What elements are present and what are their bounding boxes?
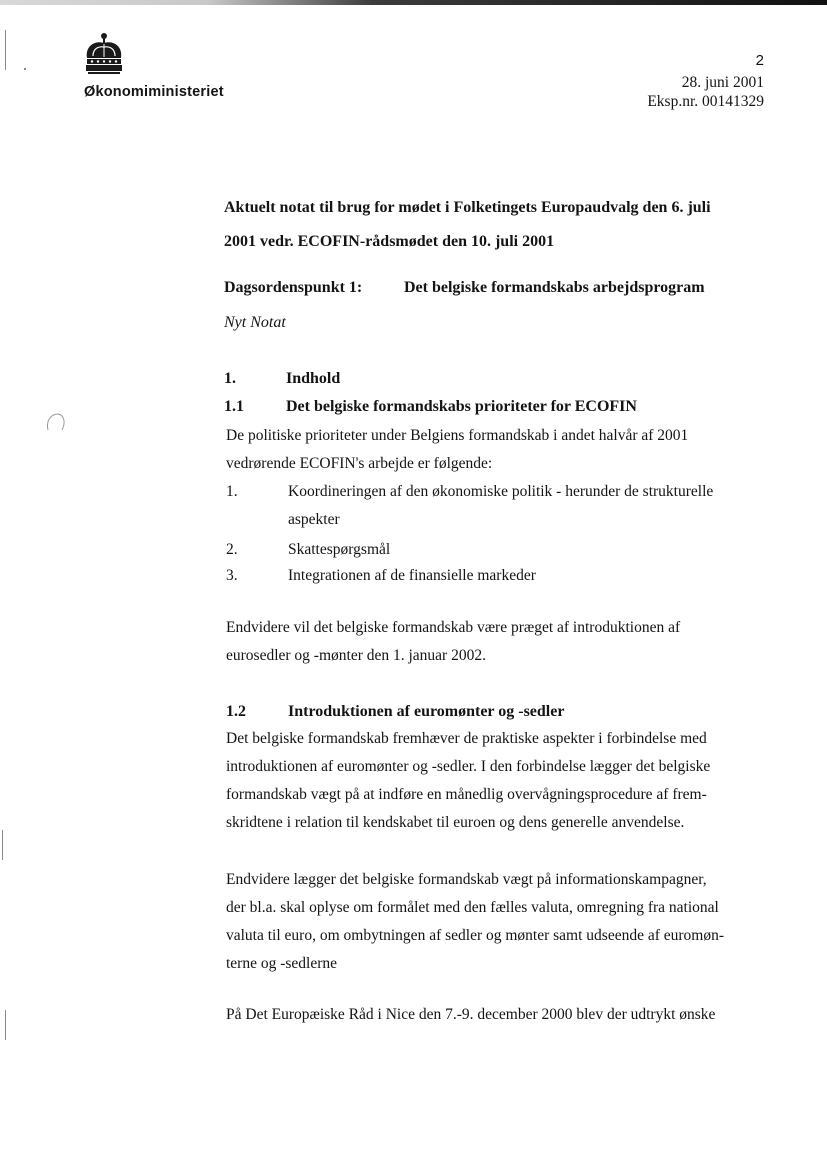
- title-line: 2001 vedr. ECOFIN-rådsmødet den 10. juli 2001: [224, 233, 555, 250]
- list-number: 3.: [226, 567, 238, 584]
- text-line: introduktionen af euromønter og -sedler. I den forbindelse lægger det belgiske: [226, 758, 711, 775]
- list-text: aspekter: [288, 511, 340, 528]
- subsection-heading: [224, 398, 637, 416]
- ministry-name: Økonomiministeriet: [84, 84, 224, 100]
- text-line: Det belgiske formandskab fremhæver de praktiske aspekter i forbindelse med: [226, 730, 707, 747]
- closing-paragraph: [226, 614, 781, 670]
- punch-hole-mark: [40, 410, 70, 434]
- text-line: Endvidere vil det belgiske formandskab være præget af introduktionen af: [226, 619, 681, 636]
- scan-artifact: [2, 830, 3, 860]
- list-text: Koordineringen af den økonomiske politik - herunder de strukturelle: [288, 483, 714, 500]
- text-line: De politiske prioriteter under Belgiens formandskab i andet halvår af 2001: [226, 427, 689, 444]
- section-number: 1.2: [226, 703, 246, 720]
- document-title: [224, 191, 780, 259]
- list-number: 2.: [226, 541, 238, 558]
- section-heading: [224, 370, 340, 388]
- text-line: vedrørende ECOFIN's arbejde er følgende:: [226, 455, 493, 472]
- text-line: formandskab vægt på at indføre en månedlig overvågningsprocedure af frem-: [226, 786, 707, 803]
- page-number: 2: [755, 52, 764, 69]
- list-number: 1.: [226, 483, 238, 500]
- text-line: På Det Europæiske Råd i Nice den 7.-9. december 2000 blev der udtrykt ønske: [226, 1006, 716, 1023]
- title-line: Aktuelt notat til brug for mødet i Folketingets Europaudvalg den 6. juli: [224, 199, 711, 216]
- text-line: Endvidere lægger det belgiske formandskab vægt på informationskampagner,: [226, 871, 707, 888]
- text-line: valuta til euro, om ombytningen af sedler og mønter samt udseende af euromøn-: [226, 927, 725, 944]
- text-line: skridtene i relation til kendskabet til euroen og dens generelle anvendelse.: [226, 814, 685, 831]
- agenda-label: Dagsordenspunkt 1:: [224, 279, 363, 296]
- subsection-heading: [226, 703, 564, 721]
- body-paragraph: [226, 866, 781, 978]
- text-line: eurosedler og -mønter den 1. januar 2002.: [226, 647, 486, 664]
- section-title: Introduktionen af euromønter og -sedler: [288, 703, 565, 720]
- section-title: Det belgiske formandskabs prioriteter for ECOFIN: [286, 398, 637, 415]
- agenda-note: Nyt Notat: [224, 314, 286, 331]
- body-paragraph: [226, 725, 781, 837]
- list-text: Integrationen af de finansielle markeder: [288, 567, 536, 584]
- section-number: 1.1: [224, 398, 244, 415]
- text-line: terne og -sedlerne: [226, 955, 338, 972]
- section-number: 1.: [224, 370, 236, 387]
- section-title: Indhold: [286, 370, 341, 387]
- scan-border-top: [0, 0, 827, 5]
- intro-paragraph: [226, 422, 781, 478]
- body-paragraph: [226, 1001, 781, 1029]
- list-text: Skattespørgsmål: [288, 541, 391, 558]
- scan-artifact: [5, 1010, 6, 1040]
- scan-artifact: [5, 30, 6, 70]
- document-date: 28. juni 2001: [681, 74, 764, 91]
- agenda-item: [224, 279, 780, 297]
- royal-crown-icon: [81, 32, 127, 76]
- text-line: der bl.a. skal oplyse om formålet med den fælles valuta, omregning fra national: [226, 899, 719, 916]
- reference-number: Eksp.nr. 00141329: [647, 93, 764, 110]
- scan-artifact: [24, 68, 26, 70]
- agenda-topic: Det belgiske formandskabs arbejdsprogram: [404, 279, 705, 296]
